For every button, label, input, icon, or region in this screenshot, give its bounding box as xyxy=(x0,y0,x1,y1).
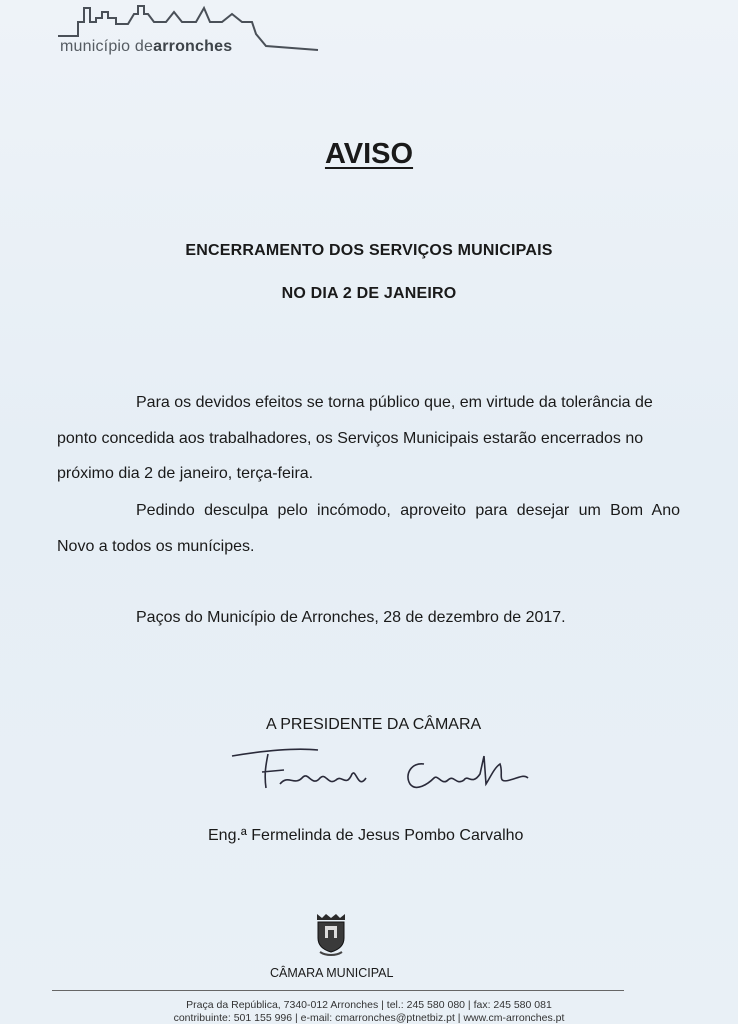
logo-wordmark xyxy=(60,38,232,56)
footer-address: Praça da República, 7340-012 Arronches | tel.: 245 580 080 | fax: 245 580 081 xyxy=(186,999,552,1011)
footer-org: CÂMARA MUNICIPAL xyxy=(270,966,394,980)
paragraph-2-line-2: Novo a todos os munícipes. xyxy=(57,538,255,555)
signature-icon xyxy=(228,744,548,804)
page-title: AVISO xyxy=(324,138,414,170)
municipal-crest xyxy=(314,912,348,963)
subtitle-line-1: ENCERRAMENTO DOS SERVIÇOS MUNICIPAIS xyxy=(185,242,553,259)
footer-contact: contribuinte: 501 155 996 | e-mail: cmarronches@ptnetbiz.pt | www.cm-arronches.pt xyxy=(173,1012,565,1024)
paragraph-1-line-2: ponto concedida aos trabalhadores, os Serviços Municipais estarão encerrados no xyxy=(57,430,644,447)
municipality-logo xyxy=(56,0,326,60)
paragraph-1-line-3: próximo dia 2 de janeiro, terça-feira. xyxy=(57,465,314,482)
footer-divider xyxy=(52,990,624,991)
logo-name: arronches xyxy=(153,38,233,55)
handwritten-signature xyxy=(228,744,548,809)
place-date: Paços do Município de Arronches, 28 de dezembro de 2017. xyxy=(136,609,566,626)
paragraph-1-line-1: Para os devidos efeitos se torna público que, em virtude da tolerância de xyxy=(136,394,653,411)
signatory-role: A PRESIDENTE DA CÂMARA xyxy=(266,716,482,733)
subtitle-line-2: NO DIA 2 DE JANEIRO xyxy=(281,285,457,302)
signatory-name: Eng.ª Fermelinda de Jesus Pombo Carvalho xyxy=(208,827,524,844)
coat-of-arms-icon xyxy=(314,912,348,958)
paragraph-2-line-1: Pedindo desculpa pelo incómodo, aproveito para desejar um Bom Ano xyxy=(136,502,680,519)
logo-prefix: município de xyxy=(60,38,154,55)
